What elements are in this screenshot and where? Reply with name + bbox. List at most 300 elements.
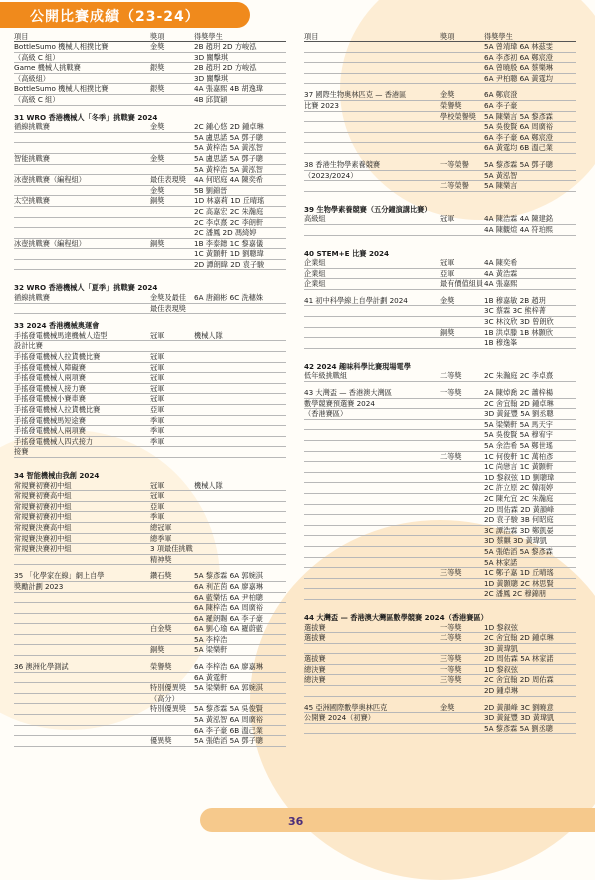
result-item: 企業組: [304, 279, 326, 289]
result-award: [150, 143, 194, 153]
result-award: [440, 430, 484, 440]
result-item: [304, 133, 440, 143]
result-row: [14, 63, 286, 74]
result-award: [150, 447, 194, 457]
result-row: [14, 239, 286, 250]
result-row: [14, 249, 286, 260]
result-winners: 5A 梁樂軒: [194, 645, 228, 655]
result-winners: 5B 劉錦晉: [194, 185, 228, 195]
result-item: 手搖發電機械人四式接力: [14, 436, 94, 446]
result-row: [304, 143, 576, 154]
result-row: [14, 95, 286, 106]
result-winners: [194, 502, 286, 512]
result-award: [150, 53, 194, 63]
result-row: [304, 74, 576, 85]
result-award: 金獎: [440, 90, 455, 100]
result-winners: [194, 491, 286, 501]
result-item: Game 機械人挑戰賽: [14, 63, 81, 73]
result-item: [14, 304, 150, 314]
result-award: 冠軍: [150, 491, 165, 501]
result-row: [304, 644, 576, 655]
result-row: [14, 304, 286, 315]
result-item: 常規賽初賽初中組: [14, 512, 72, 522]
result-row: [304, 296, 576, 307]
result-row: [304, 279, 576, 290]
result-winners: 4A 張嘉熙 4B 胡逸瑋: [194, 84, 263, 94]
result-winners: 5A 吳俊賢 6A 周廣裕: [484, 122, 553, 132]
result-winners: 5A 黎彥霖 5A 鄧子聰: [484, 159, 553, 169]
result-award: [150, 228, 194, 238]
result-winners: 3C 蔡霖 3C 熊梓菁: [484, 306, 546, 316]
result-award: 總季軍: [150, 533, 172, 543]
result-winners: [194, 544, 286, 554]
result-winners: 5A 陳樂言 5A 黎彥霖: [484, 111, 553, 121]
result-winners: 5A 盧思諾 5A 鄧子聰: [194, 153, 263, 163]
competition-title: 33 2024 香港機械奧運會: [14, 321, 100, 331]
result-item: [14, 736, 150, 746]
result-award: [440, 409, 484, 419]
competition-title: 34 智能機械由我創 2024: [14, 470, 100, 480]
result-award: 銅獎: [150, 196, 165, 206]
result-row: [14, 260, 286, 271]
result-winners: 3D 蔡麒 3D 黃瑋凱: [484, 536, 548, 546]
result-item: [304, 225, 440, 235]
result-winners: [194, 304, 286, 314]
result-item: [304, 483, 440, 493]
result-item: （高級 C 組）: [14, 94, 60, 104]
result-winners: 2C 陳允宜 2C 朱瀚庭: [484, 493, 554, 503]
result-row: [304, 724, 576, 735]
result-item: [304, 42, 440, 52]
result-award: 優異獎: [150, 736, 172, 746]
result-row: [14, 228, 286, 239]
result-winners: 4A 陳觀煊 4A 符珀熙: [484, 224, 553, 234]
result-item: 智能挑戰賽: [14, 153, 50, 163]
result-row: [14, 523, 286, 534]
result-winners: 5A 黃梓浩 5A 黃泓智: [194, 164, 263, 174]
result-award: [150, 207, 194, 217]
result-winners: 1D 黎叙弦: [484, 622, 518, 632]
result-row: [304, 515, 576, 526]
result-item: [304, 462, 440, 472]
result-row: [304, 63, 576, 74]
result-winners: 4A 張嘉熙: [484, 279, 518, 289]
result-item: 常規賽初賽高中組: [14, 491, 72, 501]
result-item: 循線挑戰賽: [14, 122, 50, 132]
result-award: [440, 536, 484, 546]
result-row: [14, 555, 286, 566]
result-row: [14, 726, 286, 737]
result-award: 冠軍: [150, 352, 165, 362]
result-winners: 2C 朱瀚庭 2C 李卓熹: [484, 371, 554, 381]
result-row: [14, 447, 286, 458]
result-winners: 6A 李彥初 6A 鄭宸澄: [484, 52, 553, 62]
result-item: 手搖發電機械人兩項賽: [14, 426, 86, 436]
result-row: [14, 704, 286, 715]
header-item: 項目: [14, 32, 29, 41]
result-row: [14, 53, 286, 64]
result-winners: 1B 李泰鏸 1C 黎嘉儀: [194, 238, 264, 248]
result-item: [14, 143, 150, 153]
header-award: 獎項: [440, 32, 455, 41]
result-item: （2023/2024）: [304, 170, 358, 180]
result-row: [304, 258, 576, 269]
result-winners: 1D 林嘉莉 1D 丘晴瑤: [194, 196, 265, 206]
result-winners: 6A 李梓浩 6A 廖嘉琳: [194, 662, 263, 672]
result-award: 金獎: [150, 42, 165, 51]
result-row: [14, 207, 286, 218]
header-item: 項目: [304, 32, 319, 41]
result-item: [304, 122, 440, 132]
result-award: 亞軍: [150, 501, 165, 511]
result-winners: 6A 李子豪 6B 溫己業: [194, 725, 263, 735]
result-award: [440, 42, 484, 52]
result-winners: 6A 陳梓浩 6A 周廣裕: [194, 603, 263, 613]
result-item: [304, 724, 440, 734]
result-item: [304, 644, 440, 654]
result-winners: 1C 尚戀言 1C 黃顥軒: [484, 462, 554, 472]
result-row: [304, 526, 576, 537]
result-row: [304, 388, 576, 399]
result-winners: 1C 何俊軒 1C 萬柏彥: [484, 451, 554, 461]
result-award: 榮譽獎: [150, 662, 172, 672]
column-header: [14, 32, 286, 42]
result-award: 最有價值組員: [440, 279, 484, 289]
result-item: [304, 317, 440, 327]
result-item: BottleSumo 機械人相撲比賽: [14, 42, 109, 51]
result-award: 最佳表現獎: [150, 303, 186, 313]
result-winners: [194, 555, 286, 565]
result-award: [440, 74, 484, 84]
result-award: 一等榮譽: [440, 159, 469, 169]
result-item: [14, 593, 150, 603]
result-item: [304, 430, 440, 440]
result-winners: 2C 舍宜翰 2D 鍾卓琳: [484, 398, 554, 408]
result-item: [14, 704, 150, 714]
result-item: 手搖發電機械人拉貨機比賽: [14, 405, 101, 414]
result-item: [14, 555, 150, 565]
result-row: [14, 416, 286, 427]
result-item: [14, 186, 150, 196]
column-header: [304, 32, 576, 42]
result-award: [440, 686, 484, 696]
result-row: [304, 483, 576, 494]
result-winners: 6A 尹柏聰 6A 黃霆均: [484, 73, 553, 83]
result-winners: 5A 余浩希 5A 鄭世瑤: [484, 441, 553, 450]
result-row: [14, 42, 286, 53]
result-row: [304, 181, 576, 192]
result-item: [14, 207, 150, 217]
result-award: [440, 441, 484, 451]
result-award: 最佳表現獎: [150, 175, 186, 185]
result-item: 企業組: [304, 268, 326, 278]
result-winners: [194, 416, 286, 426]
result-row: [304, 317, 576, 328]
result-item: （香港賽區）: [304, 409, 348, 419]
result-award: 白金獎: [150, 624, 172, 634]
result-winners: 5A 黎彥霖 5A 劉丞聰: [484, 723, 553, 733]
result-award: 冠軍: [440, 258, 455, 268]
result-row: [304, 42, 576, 53]
result-winners: 6A 黃霆軒: [194, 672, 228, 682]
result-row: [14, 218, 286, 229]
result-winners: 1D 黎叙弦 1D 劉聰瑋: [484, 472, 555, 482]
result-row: [14, 662, 286, 673]
result-winners: 6A 鄭宸澄: [484, 90, 518, 100]
result-item: [304, 505, 440, 515]
result-row: [14, 352, 286, 363]
result-winners: 1C 黃顥軒 1D 劉聰瑋: [194, 249, 264, 259]
result-row: [304, 122, 576, 133]
result-row: [304, 430, 576, 441]
result-item: [304, 547, 440, 557]
result-award: 銀獎: [150, 63, 165, 73]
competition-title: 32 WRO 香港機械人「夏季」挑戰賽 2024: [14, 283, 158, 293]
result-award: 冠軍: [150, 383, 165, 393]
result-item: 選拔賽: [304, 622, 326, 632]
result-winners: 機械人隊: [194, 330, 223, 340]
result-award: 鑽石獎: [150, 571, 172, 581]
result-item: 選拔賽: [304, 633, 326, 643]
result-row: [14, 614, 286, 625]
result-award: 季軍: [150, 512, 165, 522]
result-item: [304, 143, 440, 153]
result-item: [304, 328, 440, 338]
competition-title: 40 STEM+E 比賽 2024: [304, 248, 389, 258]
result-item: 獎勵計劃 2023: [14, 581, 64, 591]
result-item: [304, 589, 440, 599]
result-award: 3 項最佳挑戰: [150, 544, 193, 554]
result-item: 低年級挑戰組: [304, 371, 348, 381]
result-row: [14, 502, 286, 513]
result-row: [304, 547, 576, 558]
result-winners: 6A 曾曉殷 6A 蔡樂琳: [484, 63, 553, 73]
result-award: [440, 171, 484, 181]
result-item: 常規賽決賽初中組: [14, 533, 72, 543]
result-row: [304, 473, 576, 484]
result-item: [304, 558, 440, 568]
result-winners: 1C 鄭子嘉 1D 丘晴瑤: [484, 568, 554, 578]
result-item: [304, 306, 440, 316]
result-award: 冠軍: [150, 330, 165, 340]
result-winners: [194, 373, 286, 383]
result-row: [14, 175, 286, 186]
result-item: 選拔賽: [304, 654, 326, 664]
result-award: [440, 53, 484, 63]
result-winners: 5A 黎彥霖 5A 吳俊賢: [194, 704, 263, 714]
result-item: [14, 694, 150, 704]
result-winners: [194, 384, 286, 394]
result-award: 金獎: [150, 153, 165, 163]
result-winners: 6A 唐錦彬 6C 洗穗姝: [194, 293, 264, 303]
result-winners: 3D 關擊琪: [194, 52, 228, 62]
result-winners: 6A 利芷茵 6A 廖嘉琳: [194, 581, 263, 591]
results-list-left: [14, 42, 286, 747]
result-award: [440, 63, 484, 73]
result-winners: 2C 鍾心悠 2D 鍾卓琳: [194, 122, 264, 132]
result-item: 企業組: [304, 258, 326, 268]
result-award: 季軍: [150, 436, 165, 446]
result-winners: 5A 黃梓浩 5A 黃泓智: [194, 143, 263, 153]
result-winners: 1D 黃顥聰 2C 林思賢: [484, 578, 554, 588]
result-winners: 1B 穆逸峯: [484, 338, 518, 348]
result-award: [440, 338, 484, 348]
result-award: [150, 715, 194, 725]
result-item: 45 亞洲國際數學奧林匹克: [304, 702, 388, 712]
result-row: [304, 225, 576, 236]
result-row: [304, 452, 576, 463]
result-item: 38 香港生物學素養競賽: [304, 159, 381, 169]
result-row: [304, 90, 576, 101]
result-winners: 2C 潘鳳 2D 馮綺婷: [194, 228, 257, 238]
result-item: [304, 526, 440, 536]
result-award: [440, 399, 484, 409]
result-row: [304, 160, 576, 171]
result-row: [304, 713, 576, 724]
result-winners: 2B 趙玥 2D 方峻泓: [194, 42, 257, 51]
result-item: [304, 686, 440, 696]
result-row: [14, 491, 286, 502]
result-row: [304, 494, 576, 505]
result-award: [440, 122, 484, 132]
result-item: 太空挑戰賽: [14, 196, 50, 206]
result-row: [304, 568, 576, 579]
result-winners: 4A 陳浩霖 4A 陳建銘: [484, 214, 553, 224]
result-winners: 2A 陳焯喬 2C 蕭梓楊: [484, 388, 554, 398]
result-award: 季軍: [150, 426, 165, 436]
result-item: [14, 260, 150, 270]
result-award: 金獎: [440, 295, 455, 305]
result-item: [14, 228, 150, 238]
result-award: [440, 579, 484, 589]
result-item: [14, 715, 150, 725]
result-winners: [194, 341, 286, 351]
result-award: [150, 582, 194, 592]
result-item: 總決賽: [304, 664, 326, 674]
result-item: 高級組: [304, 214, 326, 224]
result-row: [304, 101, 576, 112]
result-item: 手搖發電機械馬達機械人造型: [14, 330, 108, 340]
result-item: 冰壺挑戰賽（編程組）: [14, 238, 86, 248]
result-row: [14, 694, 286, 705]
result-item: [14, 683, 150, 693]
result-row: [14, 331, 286, 342]
result-award: [150, 249, 194, 259]
page-title: 公開比賽成績（23-24）: [30, 9, 200, 25]
result-row: [14, 384, 286, 395]
result-row: [304, 420, 576, 431]
result-item: 手搖發電機械人拉貨機比賽: [14, 352, 101, 362]
result-award: [440, 644, 484, 654]
result-winners: 2D 譚朗暐 2D 袁子駿: [194, 259, 265, 269]
result-winners: 5A 張皓滔 5A 鄧子聰: [194, 736, 263, 746]
result-item: [304, 441, 440, 451]
result-item: [14, 165, 150, 175]
result-award: [150, 726, 194, 736]
result-item: [304, 568, 440, 578]
result-winners: 6A 羅朗賜 6A 李子豪: [194, 613, 263, 623]
result-item: [14, 624, 150, 634]
result-item: [14, 673, 150, 683]
result-award: 精神獎: [150, 554, 172, 564]
result-row: [14, 582, 286, 593]
result-item: [304, 112, 440, 122]
result-award: [440, 526, 484, 536]
result-award: 一等獎: [440, 388, 462, 398]
result-award: 銅獎: [150, 645, 165, 655]
result-row: [304, 399, 576, 410]
result-row: [304, 269, 576, 280]
result-winners: 2D 周佑霖 5A 林家諾: [484, 654, 554, 664]
result-winners: 3D 關擊琪: [194, 73, 228, 83]
result-row: [304, 133, 576, 144]
result-award: [440, 558, 484, 568]
result-item: 35 「化學家在線」網上自學: [14, 571, 105, 581]
result-winners: 3C 譚浩霖 3D 鄭凱晏: [484, 525, 554, 535]
result-award: （高分）: [150, 693, 179, 703]
result-winners: 1D 黎叙弦: [484, 664, 518, 674]
result-item: [304, 181, 440, 191]
result-winners: [194, 447, 286, 457]
result-row: [304, 53, 576, 64]
result-winners: 5A 梁樂軒 5A 馬天宇: [484, 419, 553, 429]
result-award: [150, 165, 194, 175]
result-winners: 2D 袁子駿 3B 何昭庭: [484, 515, 554, 525]
result-item: [304, 536, 440, 546]
footer-banner: [200, 808, 595, 832]
result-item: 接賽: [14, 447, 29, 457]
result-award: [440, 713, 484, 723]
result-row: [14, 405, 286, 416]
result-item: （高級 C 組）: [14, 52, 60, 62]
result-row: [14, 154, 286, 165]
header-winners: 得獎學生: [194, 32, 223, 41]
result-item: [304, 473, 440, 483]
result-winners: 5A 黃泓智: [484, 170, 518, 180]
result-row: [14, 481, 286, 492]
result-winners: 5A 張皓滔 5A 黎彥霖: [484, 546, 553, 556]
result-award: [440, 473, 484, 483]
result-item: 設計比賽: [14, 341, 43, 351]
result-award: [440, 483, 484, 493]
result-winners: 2C 高嘉宏 2C 朱瀚庭: [194, 206, 264, 216]
section-gap: [14, 458, 286, 464]
result-row: [14, 196, 286, 207]
result-award: 特別優異獎: [150, 683, 186, 693]
result-item: 43 大灣盃 — 香港澳大灣區: [304, 388, 392, 398]
result-winners: 6A 藍樂恬 6A 尹柏聰: [194, 592, 263, 602]
result-winners: [194, 352, 286, 362]
result-award: 亞軍: [150, 405, 165, 414]
result-item: 41 初中科學線上自學計劃 2024: [304, 295, 408, 305]
result-winners: 3C 林汶欣 3D 曾朗欣: [484, 317, 554, 327]
result-award: 金獎: [150, 185, 165, 195]
result-award: 三等獎: [440, 568, 462, 578]
result-row: [304, 171, 576, 182]
result-award: [440, 143, 484, 153]
result-award: 亞軍: [440, 268, 455, 278]
result-row: [304, 558, 576, 569]
result-award: 金獎: [440, 702, 455, 712]
result-item: 常規賽初賽初中組: [14, 501, 72, 511]
result-item: [304, 494, 440, 504]
result-award: 季軍: [150, 415, 165, 425]
result-award: [150, 593, 194, 603]
result-award: 冠軍: [150, 362, 165, 372]
result-item: 冰壺挑戰賽（編程組）: [14, 175, 86, 185]
results-column-left: [14, 32, 286, 802]
result-row: [14, 437, 286, 448]
